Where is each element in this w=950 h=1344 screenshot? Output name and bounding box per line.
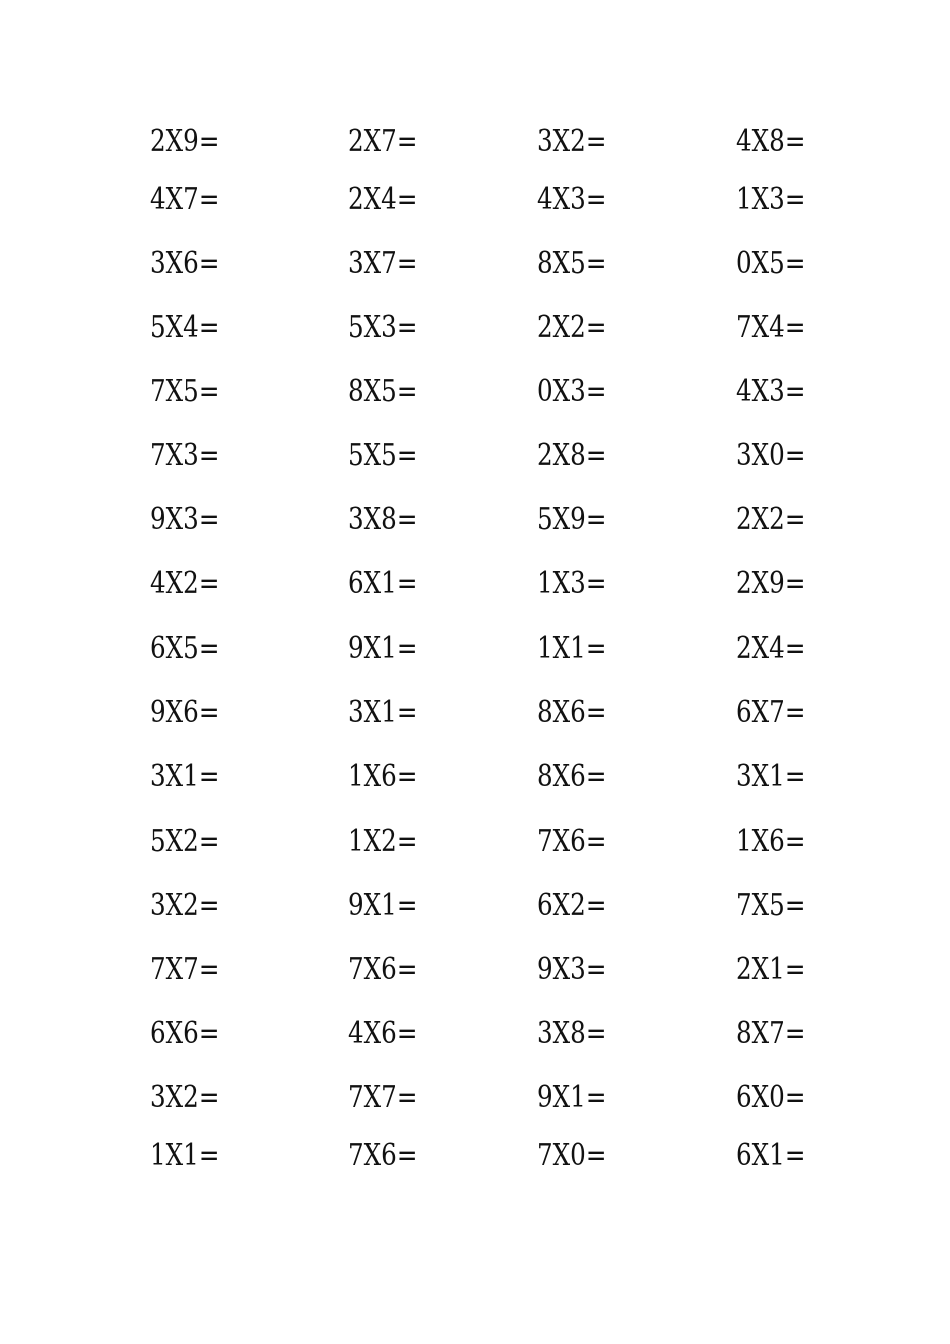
multiplication-problem: 3X0= [736,438,806,473]
multiplication-problem: 9X1= [537,1080,607,1115]
multiplication-problem: 0X3= [537,374,607,409]
multiplication-problem: 2X8= [537,438,607,473]
multiplication-problem: 3X1= [736,759,806,794]
multiplication-problem: 7X5= [150,374,220,409]
multiplication-problem: 5X2= [150,824,220,859]
multiplication-problem: 5X5= [348,438,418,473]
multiplication-problem: 7X6= [348,1138,418,1173]
multiplication-problem: 3X1= [348,695,418,730]
multiplication-problem: 8X6= [537,695,607,730]
multiplication-problem: 9X3= [150,502,220,537]
multiplication-problem: 7X7= [150,952,220,987]
multiplication-problem: 3X2= [150,888,220,923]
multiplication-problem: 8X5= [537,246,607,281]
multiplication-problem: 2X2= [736,502,806,537]
multiplication-problem: 3X8= [537,1016,607,1051]
multiplication-problem: 7X0= [537,1138,607,1173]
multiplication-problem: 6X0= [736,1080,806,1115]
multiplication-problem: 3X1= [150,759,220,794]
multiplication-problem: 6X6= [150,1016,220,1051]
multiplication-problem: 8X6= [537,759,607,794]
multiplication-problem: 4X3= [736,374,806,409]
multiplication-problem: 6X5= [150,631,220,666]
multiplication-problem: 7X5= [736,888,806,923]
multiplication-problem: 8X5= [348,374,418,409]
multiplication-problem: 2X7= [348,124,418,159]
multiplication-problem: 5X4= [150,310,220,345]
multiplication-problem: 7X6= [348,952,418,987]
multiplication-problem: 5X9= [537,502,607,537]
multiplication-problem: 1X1= [150,1138,220,1173]
multiplication-problem: 4X8= [736,124,806,159]
multiplication-problem: 4X6= [348,1016,418,1051]
multiplication-problem: 1X6= [348,759,418,794]
multiplication-problem: 6X1= [736,1138,806,1173]
multiplication-problem: 3X7= [348,246,418,281]
multiplication-problem: 1X2= [348,824,418,859]
multiplication-problem: 4X7= [150,182,220,217]
multiplication-problem: 6X7= [736,695,806,730]
multiplication-problem: 4X2= [150,566,220,601]
multiplication-problem: 1X3= [537,566,607,601]
multiplication-problem: 3X8= [348,502,418,537]
multiplication-problem: 5X3= [348,310,418,345]
multiplication-problem: 9X1= [348,631,418,666]
multiplication-problem: 6X1= [348,566,418,601]
multiplication-problem: 7X6= [537,824,607,859]
multiplication-problem: 1X3= [736,182,806,217]
multiplication-problem: 7X3= [150,438,220,473]
multiplication-problem: 1X1= [537,631,607,666]
multiplication-problem: 3X2= [537,124,607,159]
multiplication-problem: 4X3= [537,182,607,217]
multiplication-problem: 2X4= [348,182,418,217]
multiplication-problem: 2X9= [736,566,806,601]
multiplication-problem: 2X4= [736,631,806,666]
multiplication-problem: 3X6= [150,246,220,281]
multiplication-problem: 7X7= [348,1080,418,1115]
multiplication-problem: 2X1= [736,952,806,987]
multiplication-problem: 9X6= [150,695,220,730]
multiplication-problem: 2X9= [150,124,220,159]
multiplication-problem: 6X2= [537,888,607,923]
multiplication-problem: 1X6= [736,824,806,859]
multiplication-problem: 8X7= [736,1016,806,1051]
multiplication-problem: 0X5= [736,246,806,281]
multiplication-problem: 9X3= [537,952,607,987]
multiplication-problem: 7X4= [736,310,806,345]
multiplication-problem: 3X2= [150,1080,220,1115]
multiplication-problem: 2X2= [537,310,607,345]
multiplication-problem: 9X1= [348,888,418,923]
